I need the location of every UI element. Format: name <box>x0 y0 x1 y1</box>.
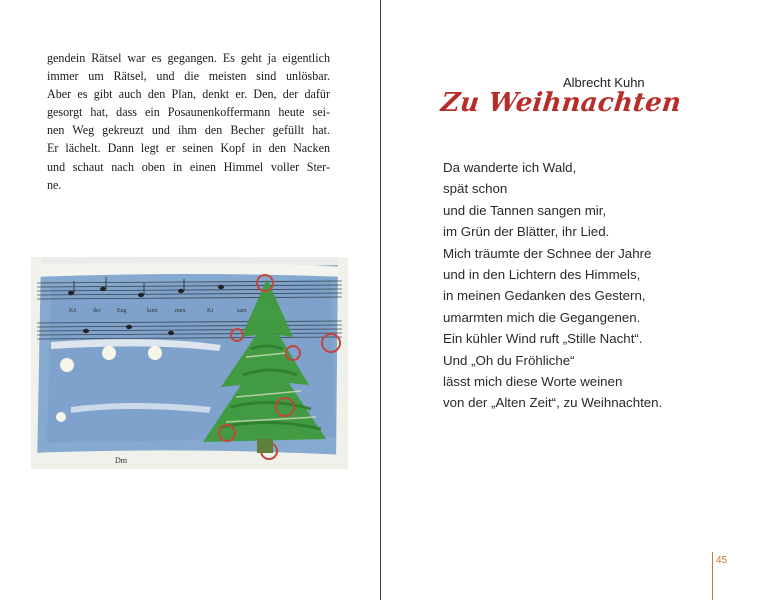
poem-line: und die Tannen sangen mir, <box>443 202 607 218</box>
lyric-fragment: kum <box>147 308 158 314</box>
poem-line: im Grün der Blätter, ihr Lied. <box>443 224 610 240</box>
chord-label: Dm <box>115 456 127 465</box>
poem-line: von der „Alten Zeit“, zu Weihnachten. <box>443 395 663 411</box>
lyric-fragment: Kö <box>69 308 77 314</box>
page-number: 45 <box>716 555 728 566</box>
poem-line: Ein kühler Wind ruft „Stille Nacht“. <box>443 331 643 347</box>
poem-line: umarmten mich die Gegangenen. <box>443 309 641 325</box>
poem-title: Zu Weihnachten <box>439 88 683 118</box>
prose-line: Er lächelt. Dann legt er seinen Kopf in den Nacken <box>47 141 330 156</box>
prose-line: gesorgt hat, dass ein Posaunenkoffermann heute sei- <box>47 105 330 120</box>
prose-line: Aber es gibt auch den Plan, denkt er. Den, der dafür <box>47 87 330 102</box>
prose-line: gendein Rätsel war es gegangen. Es geht ja eigentlich <box>47 51 330 65</box>
poem-line: Und „Oh du Fröhliche“ <box>443 352 575 368</box>
poem-line: lässt mich diese Worte weinen <box>443 374 623 390</box>
lyric-fragment: der <box>93 308 101 314</box>
lyric-fragment: sam <box>237 308 247 314</box>
prose-line: und schaut nach oben in einen Himmel voller Ster- <box>47 159 330 174</box>
lyric-fragment: Eng <box>117 308 127 314</box>
poem-line: Mich träumte der Schnee der Jahre <box>443 245 652 261</box>
prose-line: ne. <box>47 177 62 192</box>
poem-body <box>443 157 733 414</box>
poem-line: in meinen Gedanken des Gestern, <box>443 288 646 304</box>
folio-rule <box>712 552 713 600</box>
lyric-fragment: men <box>175 308 186 314</box>
lyric-fragment: Ki <box>207 308 213 314</box>
poem-author: Albrecht Kuhn <box>563 75 645 90</box>
prose-line: immer um Rätsel, und die meisten sind unlösbar. <box>47 69 330 84</box>
poem-line: und in den Lichtern des Himmels, <box>443 267 641 283</box>
christmas-tree-artwork <box>31 257 348 469</box>
poem-line: Da wanderte ich Wald, <box>443 160 577 175</box>
poem-line: spät schon <box>443 181 508 197</box>
prose-paragraph <box>47 49 330 194</box>
prose-line: nen Weg gekreuzt und ihm den Becher gefüllt hat. <box>47 123 330 138</box>
left-page <box>0 0 380 600</box>
